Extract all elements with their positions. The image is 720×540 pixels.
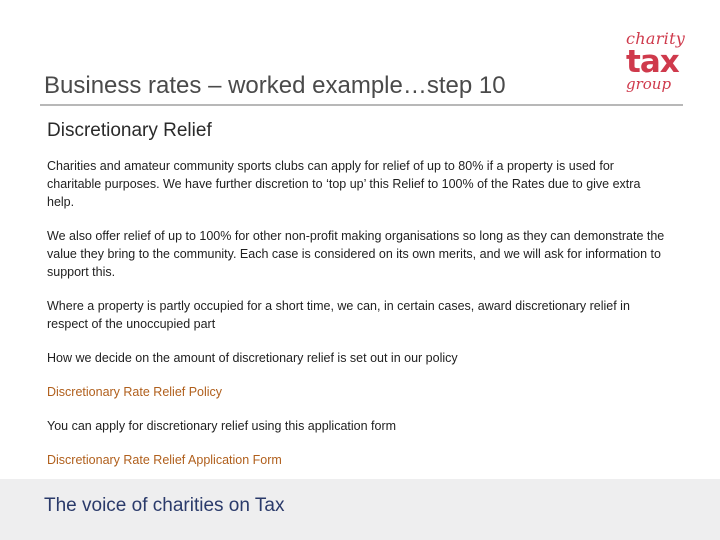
paragraph-partly-occupied: Where a property is partly occupied for a short time, we can, in certain cases, award discretionary relief in respect of the unoccupied part <box>47 299 630 331</box>
logo-word-charity: charity <box>626 29 686 48</box>
footer-tagline: The voice of charities on Tax <box>44 495 285 516</box>
paragraph-apply-intro: You can apply for discretionary relief using this application form <box>47 419 397 433</box>
paragraph-policy-intro: How we decide on the amount of discretionary relief is set out in our policy <box>47 351 458 365</box>
slide-title: Business rates – worked example…step 10 <box>44 72 506 99</box>
section-heading: Discretionary Relief <box>47 120 212 141</box>
header-divider <box>40 104 683 106</box>
application-form-link[interactable]: Discretionary Rate Relief Application Form <box>47 453 282 467</box>
logo-word-group: group <box>626 75 672 93</box>
logo-word-tax: tax <box>626 44 679 80</box>
paragraph-charities-relief: Charities and amateur community sports clubs can apply for relief of up to 80% if a property is used for charitable purposes. We have further discretion to ‘top up’ this Relief to 100% of the Rates due to give extra help. <box>47 159 641 209</box>
footer-bar <box>0 479 720 540</box>
paragraph-non-profit-relief: We also offer relief of up to 100% for other non-profit making organisations so long as they can demonstrate the value they bring to the community. Each case is considered on its own merits, and we will ask for information to support this. <box>47 229 665 279</box>
charity-tax-group-logo <box>626 30 688 92</box>
webpage-excerpt <box>47 157 667 485</box>
policy-link[interactable]: Discretionary Rate Relief Policy <box>47 385 223 399</box>
